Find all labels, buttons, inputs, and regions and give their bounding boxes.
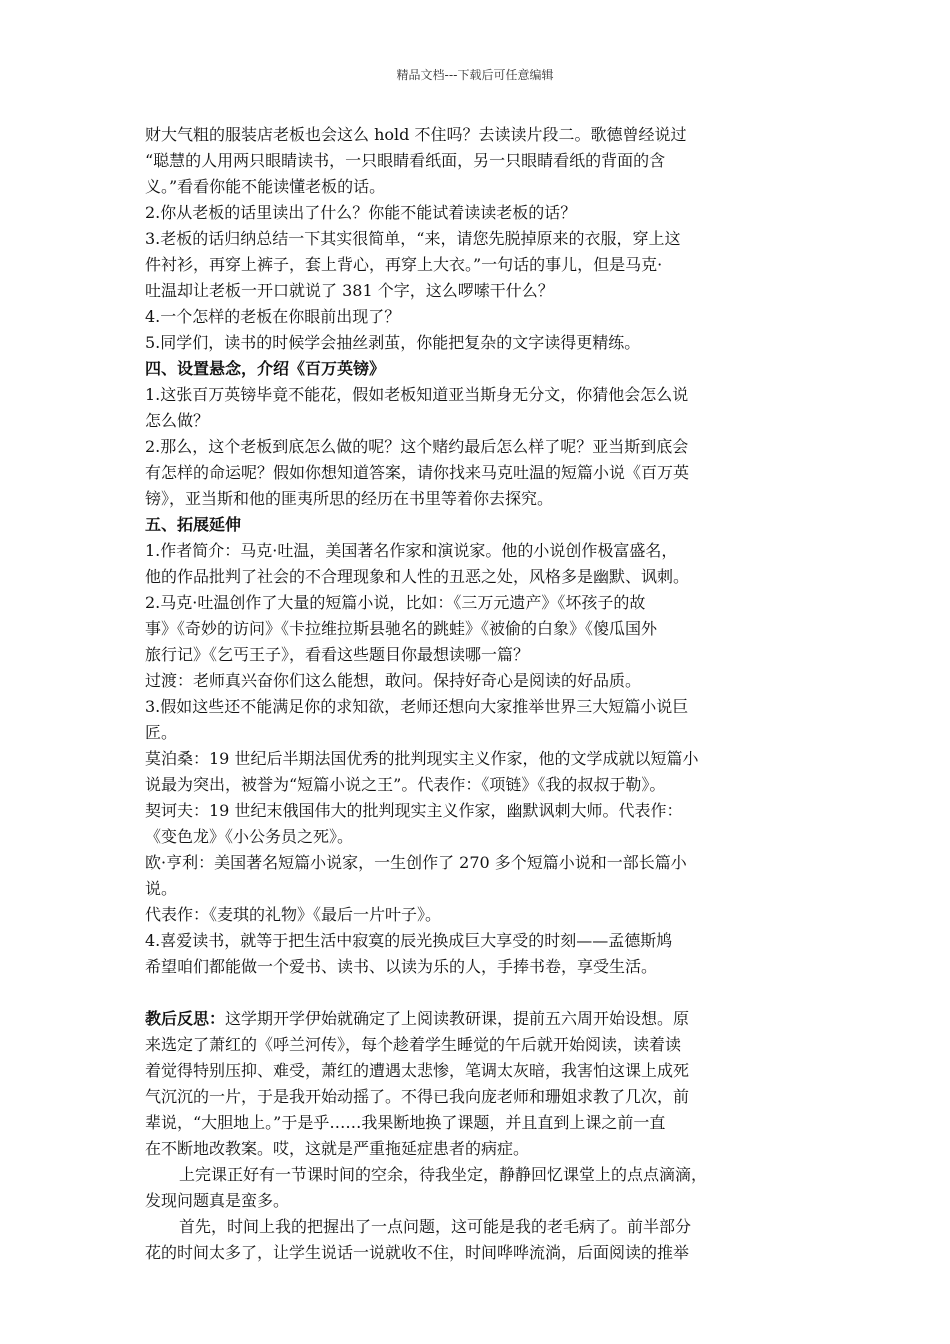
text-line: 来选定了萧红的《呼兰河传》，每个趁着学生睡觉的午后就开始阅读，读着读 (145, 1035, 682, 1054)
text-line: 3.老板的话归纳总结一下其实很简单，“来，请您先脱掉原来的衣服，穿上这 (145, 229, 681, 248)
text-line: 《变色龙》《小公务员之死》。 (145, 827, 354, 846)
text-line: 有怎样的命运呢？假如你想知道答案，请你找来马克吐温的短篇小说《百万英 (145, 463, 690, 482)
text-line: 怎么做？ (145, 411, 210, 430)
blank-line (145, 980, 815, 1006)
text-line: 他的作品批判了社会的不合理现象和人性的丑恶之处，风格多是幽默、讽刺。 (145, 567, 690, 586)
text-line: 匠。 (145, 723, 178, 742)
text-line: 花的时间太多了，让学生说话一说就收不住，时间哗哗流淌，后面阅读的推举 (145, 1243, 690, 1262)
text-line: 代表作：《麦琪的礼物》《最后一片叶子》。 (145, 905, 442, 924)
text-line: 2.你从老板的话里读出了什么？你能不能试着读读老板的话？ (145, 203, 577, 222)
text-line: 欧·亨利：美国著名短篇小说家，一生创作了 270 多个短篇小说和一部长篇小 (145, 853, 687, 872)
text-line: 1.这张百万英镑毕竟不能花，假如老板知道亚当斯身无分文，你猜他会怎么说 (145, 385, 689, 404)
text-line: 2.那么，这个老板到底怎么做的呢？这个赌约最后怎么样了呢？亚当斯到底会 (145, 437, 689, 456)
text-line: 辈说，“大胆地上。”于是乎……我果断地换了课题，并且直到上课之前一直 (145, 1113, 666, 1132)
text-line: 2.马克·吐温创作了大量的短篇小说，比如：《三万元遗产》《坏孩子的故 (145, 593, 646, 612)
reflection-label: 教后反思： (145, 1009, 226, 1028)
text-line: 说。 (145, 879, 178, 898)
text-line: 3.假如这些还不能满足你的求知欲，老师还想向大家推举世界三大短篇小说巨 (145, 697, 689, 716)
text-line: 发现问题真是蛮多。 (145, 1191, 290, 1210)
text-line: 5.同学们，读书的时候学会抽丝剥茧，你能把复杂的文字读得更精练。 (145, 333, 641, 352)
document-body (145, 122, 815, 1266)
text-line: 旅行记》《乞丐王子》，看看这些题目你最想读哪一篇？ (145, 645, 530, 664)
paragraph-indented-line: 上完课正好有一节课时间的空余，待我坐定，静静回忆课堂上的点点滴滴， (179, 1165, 708, 1184)
paragraph-indented-line: 首先，时间上我的把握出了一点问题，这可能是我的老毛病了。前半部分 (179, 1217, 692, 1236)
text-line: 在不断地改教案。哎，这就是严重拖延症患者的病症。 (145, 1139, 530, 1158)
text-line: 吐温却让老板一开口就说了 381 个字，这么啰嗦干什么？ (145, 281, 554, 300)
text-line: “聪慧的人用两只眼睛读书，一只眼睛看纸面，另一只眼睛看纸的背面的含 (145, 151, 666, 170)
text-line: 件衬衫，再穿上裤子，套上背心，再穿上大衣。”一句话的事儿，但是马克· (145, 255, 663, 274)
text-line: 4.一个怎样的老板在你眼前出现了？ (145, 307, 401, 326)
text-line: 说最为突出，被誉为“短篇小说之王”。代表作：《项链》《我的叔叔于勒》。 (145, 775, 666, 794)
text-line: 4.喜爱读书，就等于把生活中寂寞的辰光换成巨大享受的时刻——孟德斯鸠 (145, 931, 673, 950)
text-line: 事》《奇妙的访问》《卡拉维拉斯县驰名的跳蛙》《被偷的白象》《傻瓜国外 (145, 619, 658, 638)
text-line: 契诃夫：19 世纪末俄国伟大的批判现实主义作家，幽默讽刺大师。代表作： (145, 801, 683, 820)
text-line: 财大气粗的服装店老板也会这么 hold 不住吗？去读读片段二。歌德曾经说过 (145, 125, 687, 144)
text-line: 气沉沉的一片，于是我开始动摇了。不得已我向庞老师和珊姐求教了几次，前 (145, 1087, 690, 1106)
text-line: 过渡：老师真兴奋你们这么能想，敢问。保持好奇心是阅读的好品质。 (145, 671, 642, 690)
section-heading-4: 四、设置悬念，介绍《百万英镑》 (145, 359, 386, 378)
section-heading-5: 五、拓展延伸 (145, 515, 242, 534)
text-line: 镑》，亚当斯和他的匪夷所思的经历在书里等着你去探究。 (145, 489, 554, 508)
text-line: 着觉得特别压抑、难受，萧红的遭遇太悲惨，笔调太灰暗，我害怕这课上成死 (145, 1061, 690, 1080)
reflection-first-line (145, 1006, 815, 1032)
text-line: 希望咱们都能做一个爱书、读书、以读为乐的人，手捧书卷，享受生活。 (145, 957, 658, 976)
text-line: 义。”看看你能不能读懂老板的话。 (145, 177, 386, 196)
text-line: 莫泊桑：19 世纪后半期法国优秀的批判现实主义作家，他的文学成就以短篇小 (145, 749, 699, 768)
reflection-text: 这学期开学伊始就确定了上阅读教研课，提前五六周开始设想。原 (225, 1009, 690, 1028)
page-header: 精品文档---下载后可任意编辑 (396, 68, 554, 82)
text-line: 1.作者简介：马克·吐温，美国著名作家和演说家。他的小说创作极富盛名， (145, 541, 678, 560)
